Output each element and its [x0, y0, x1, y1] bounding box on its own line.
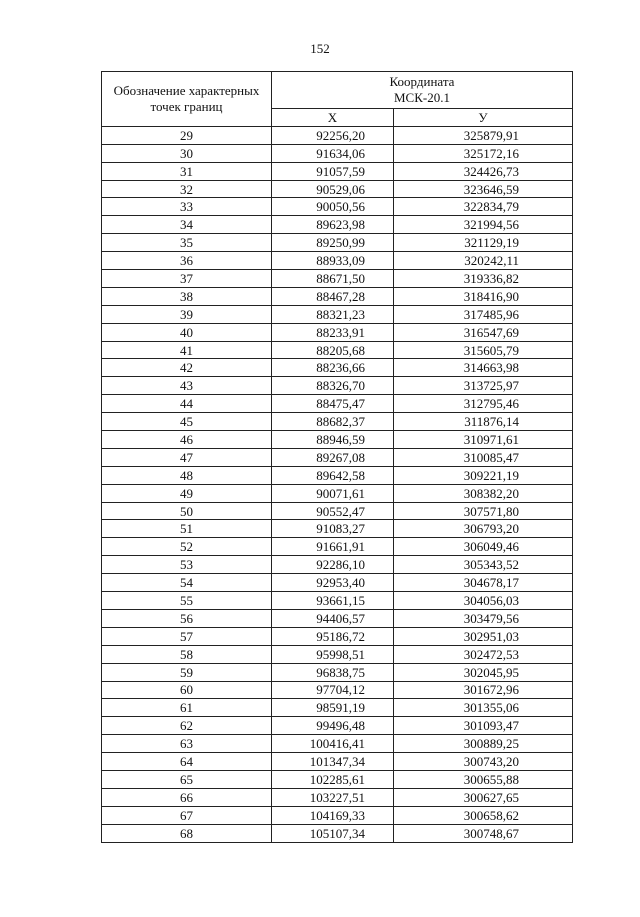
x-coordinate-cell: 88236,66 — [272, 359, 394, 377]
x-coordinate-cell: 88946,59 — [272, 431, 394, 449]
x-coordinate-cell: 91057,59 — [272, 162, 394, 180]
y-coordinate-cell: 324426,73 — [394, 162, 573, 180]
y-coordinate-cell: 313725,97 — [394, 377, 573, 395]
point-number-cell: 40 — [102, 323, 272, 341]
point-number-cell: 43 — [102, 377, 272, 395]
y-coordinate-cell: 323646,59 — [394, 180, 573, 198]
x-coordinate-cell: 90529,06 — [272, 180, 394, 198]
point-number-cell: 33 — [102, 198, 272, 216]
x-coordinate-cell: 88682,37 — [272, 413, 394, 431]
x-coordinate-cell: 92256,20 — [272, 126, 394, 144]
point-number-cell: 68 — [102, 824, 272, 842]
y-coordinate-cell: 300748,67 — [394, 824, 573, 842]
table-row — [102, 323, 573, 341]
point-number-cell: 48 — [102, 466, 272, 484]
x-coordinate-cell: 98591,19 — [272, 699, 394, 717]
y-coordinate-cell: 322834,79 — [394, 198, 573, 216]
y-coordinate-cell: 311876,14 — [394, 413, 573, 431]
point-number-cell: 46 — [102, 431, 272, 449]
table-row — [102, 538, 573, 556]
x-coordinate-cell: 103227,51 — [272, 788, 394, 806]
point-number-cell: 51 — [102, 520, 272, 538]
y-coordinate-cell: 302951,03 — [394, 627, 573, 645]
point-number-cell: 53 — [102, 556, 272, 574]
table-row — [102, 699, 573, 717]
table-row — [102, 770, 573, 788]
table-row — [102, 234, 573, 252]
table-row — [102, 359, 573, 377]
table-row — [102, 448, 573, 466]
point-designation-header: Обозначение характерных точек границ — [102, 72, 272, 127]
x-coordinate-cell: 97704,12 — [272, 681, 394, 699]
table-row — [102, 198, 573, 216]
table-header — [102, 72, 573, 127]
table-row — [102, 341, 573, 359]
x-coordinate-cell: 88467,28 — [272, 287, 394, 305]
table-row — [102, 627, 573, 645]
x-coordinate-cell: 91083,27 — [272, 520, 394, 538]
y-coordinate-cell: 316547,69 — [394, 323, 573, 341]
table-body — [102, 126, 573, 842]
y-coordinate-cell: 308382,20 — [394, 484, 573, 502]
table-row — [102, 609, 573, 627]
point-number-cell: 59 — [102, 663, 272, 681]
table-row — [102, 592, 573, 610]
point-number-cell: 38 — [102, 287, 272, 305]
point-number-cell: 54 — [102, 574, 272, 592]
x-coordinate-cell: 102285,61 — [272, 770, 394, 788]
y-coordinate-cell: 300658,62 — [394, 806, 573, 824]
x-coordinate-cell: 88321,23 — [272, 305, 394, 323]
table-row — [102, 305, 573, 323]
x-coordinate-cell: 105107,34 — [272, 824, 394, 842]
x-coordinate-cell: 96838,75 — [272, 663, 394, 681]
table-row — [102, 824, 573, 842]
y-coordinate-cell: 302045,95 — [394, 663, 573, 681]
y-coordinate-cell: 300627,65 — [394, 788, 573, 806]
table-row — [102, 645, 573, 663]
point-number-cell: 47 — [102, 448, 272, 466]
table-row — [102, 466, 573, 484]
coordinates-title: Координата — [389, 74, 455, 89]
y-coordinate-cell: 320242,11 — [394, 252, 573, 270]
point-number-cell: 36 — [102, 252, 272, 270]
x-column-header: Х — [272, 109, 394, 127]
table-row — [102, 270, 573, 288]
y-coordinate-cell: 319336,82 — [394, 270, 573, 288]
y-coordinate-cell: 318416,90 — [394, 287, 573, 305]
y-coordinate-cell: 321129,19 — [394, 234, 573, 252]
page-number: 152 — [310, 41, 330, 56]
x-coordinate-cell: 89642,58 — [272, 466, 394, 484]
y-coordinate-cell: 325172,16 — [394, 144, 573, 162]
y-coordinate-cell: 325879,91 — [394, 126, 573, 144]
point-number-cell: 35 — [102, 234, 272, 252]
table-row — [102, 377, 573, 395]
point-number-cell: 31 — [102, 162, 272, 180]
x-coordinate-cell: 93661,15 — [272, 592, 394, 610]
y-coordinate-cell: 301093,47 — [394, 717, 573, 735]
x-coordinate-cell: 90050,56 — [272, 198, 394, 216]
point-number-cell: 64 — [102, 753, 272, 771]
table-row — [102, 252, 573, 270]
table-row — [102, 413, 573, 431]
y-column-header: У — [394, 109, 573, 127]
x-coordinate-cell: 88671,50 — [272, 270, 394, 288]
point-number-cell: 45 — [102, 413, 272, 431]
y-coordinate-cell: 304056,03 — [394, 592, 573, 610]
point-number-cell: 60 — [102, 681, 272, 699]
y-coordinate-cell: 317485,96 — [394, 305, 573, 323]
table-row — [102, 216, 573, 234]
point-number-cell: 63 — [102, 735, 272, 753]
y-coordinate-cell: 314663,98 — [394, 359, 573, 377]
x-coordinate-cell: 88326,70 — [272, 377, 394, 395]
point-number-cell: 56 — [102, 609, 272, 627]
point-number-cell: 57 — [102, 627, 272, 645]
table-row — [102, 431, 573, 449]
y-coordinate-cell: 306793,20 — [394, 520, 573, 538]
point-number-cell: 34 — [102, 216, 272, 234]
point-number-cell: 42 — [102, 359, 272, 377]
y-coordinate-cell: 304678,17 — [394, 574, 573, 592]
point-number-cell: 67 — [102, 806, 272, 824]
point-number-cell: 65 — [102, 770, 272, 788]
table-row — [102, 520, 573, 538]
table-row — [102, 126, 573, 144]
table-row — [102, 806, 573, 824]
table-row — [102, 574, 573, 592]
x-coordinate-cell: 89267,08 — [272, 448, 394, 466]
x-coordinate-cell: 90071,61 — [272, 484, 394, 502]
x-coordinate-cell: 88205,68 — [272, 341, 394, 359]
table-row — [102, 788, 573, 806]
point-number-cell: 41 — [102, 341, 272, 359]
x-coordinate-cell: 101347,34 — [272, 753, 394, 771]
x-coordinate-cell: 104169,33 — [272, 806, 394, 824]
x-coordinate-cell: 90552,47 — [272, 502, 394, 520]
y-coordinate-cell: 306049,46 — [394, 538, 573, 556]
point-number-cell: 37 — [102, 270, 272, 288]
point-number-cell: 58 — [102, 645, 272, 663]
point-number-cell: 61 — [102, 699, 272, 717]
coordinates-table — [101, 71, 573, 843]
point-number-cell: 50 — [102, 502, 272, 520]
x-coordinate-cell: 91661,91 — [272, 538, 394, 556]
header-row-main — [102, 72, 573, 109]
x-coordinate-cell: 88933,09 — [272, 252, 394, 270]
table-row — [102, 287, 573, 305]
table-row — [102, 180, 573, 198]
y-coordinate-cell: 302472,53 — [394, 645, 573, 663]
x-coordinate-cell: 91634,06 — [272, 144, 394, 162]
point-number-cell: 52 — [102, 538, 272, 556]
x-coordinate-cell: 99496,48 — [272, 717, 394, 735]
x-coordinate-cell: 88233,91 — [272, 323, 394, 341]
x-coordinate-cell: 92286,10 — [272, 556, 394, 574]
x-coordinate-cell: 100416,41 — [272, 735, 394, 753]
table-row — [102, 681, 573, 699]
y-coordinate-cell: 300655,88 — [394, 770, 573, 788]
point-number-cell: 66 — [102, 788, 272, 806]
point-number-cell: 32 — [102, 180, 272, 198]
x-coordinate-cell: 88475,47 — [272, 395, 394, 413]
y-coordinate-cell: 301672,96 — [394, 681, 573, 699]
point-number-cell: 62 — [102, 717, 272, 735]
table-row — [102, 556, 573, 574]
x-coordinate-cell: 95998,51 — [272, 645, 394, 663]
table-row — [102, 162, 573, 180]
table-row — [102, 395, 573, 413]
y-coordinate-cell: 321994,56 — [394, 216, 573, 234]
point-number-cell: 39 — [102, 305, 272, 323]
y-coordinate-cell: 310085,47 — [394, 448, 573, 466]
table-row — [102, 735, 573, 753]
table-row — [102, 484, 573, 502]
y-coordinate-cell: 312795,46 — [394, 395, 573, 413]
table-row — [102, 753, 573, 771]
point-number-cell: 30 — [102, 144, 272, 162]
x-coordinate-cell: 89623,98 — [272, 216, 394, 234]
table-row — [102, 502, 573, 520]
y-coordinate-cell: 300889,25 — [394, 735, 573, 753]
point-number-cell: 55 — [102, 592, 272, 610]
point-number-cell: 49 — [102, 484, 272, 502]
y-coordinate-cell: 307571,80 — [394, 502, 573, 520]
y-coordinate-cell: 305343,52 — [394, 556, 573, 574]
y-coordinate-cell: 300743,20 — [394, 753, 573, 771]
coordinate-system: МСК-20.1 — [394, 90, 450, 105]
y-coordinate-cell: 315605,79 — [394, 341, 573, 359]
table-row — [102, 144, 573, 162]
table-row — [102, 663, 573, 681]
y-coordinate-cell: 303479,56 — [394, 609, 573, 627]
point-number-cell: 29 — [102, 126, 272, 144]
point-number-cell: 44 — [102, 395, 272, 413]
x-coordinate-cell: 92953,40 — [272, 574, 394, 592]
table-row — [102, 717, 573, 735]
coordinates-header — [272, 72, 573, 109]
y-coordinate-cell: 310971,61 — [394, 431, 573, 449]
y-coordinate-cell: 301355,06 — [394, 699, 573, 717]
y-coordinate-cell: 309221,19 — [394, 466, 573, 484]
x-coordinate-cell: 89250,99 — [272, 234, 394, 252]
x-coordinate-cell: 94406,57 — [272, 609, 394, 627]
x-coordinate-cell: 95186,72 — [272, 627, 394, 645]
